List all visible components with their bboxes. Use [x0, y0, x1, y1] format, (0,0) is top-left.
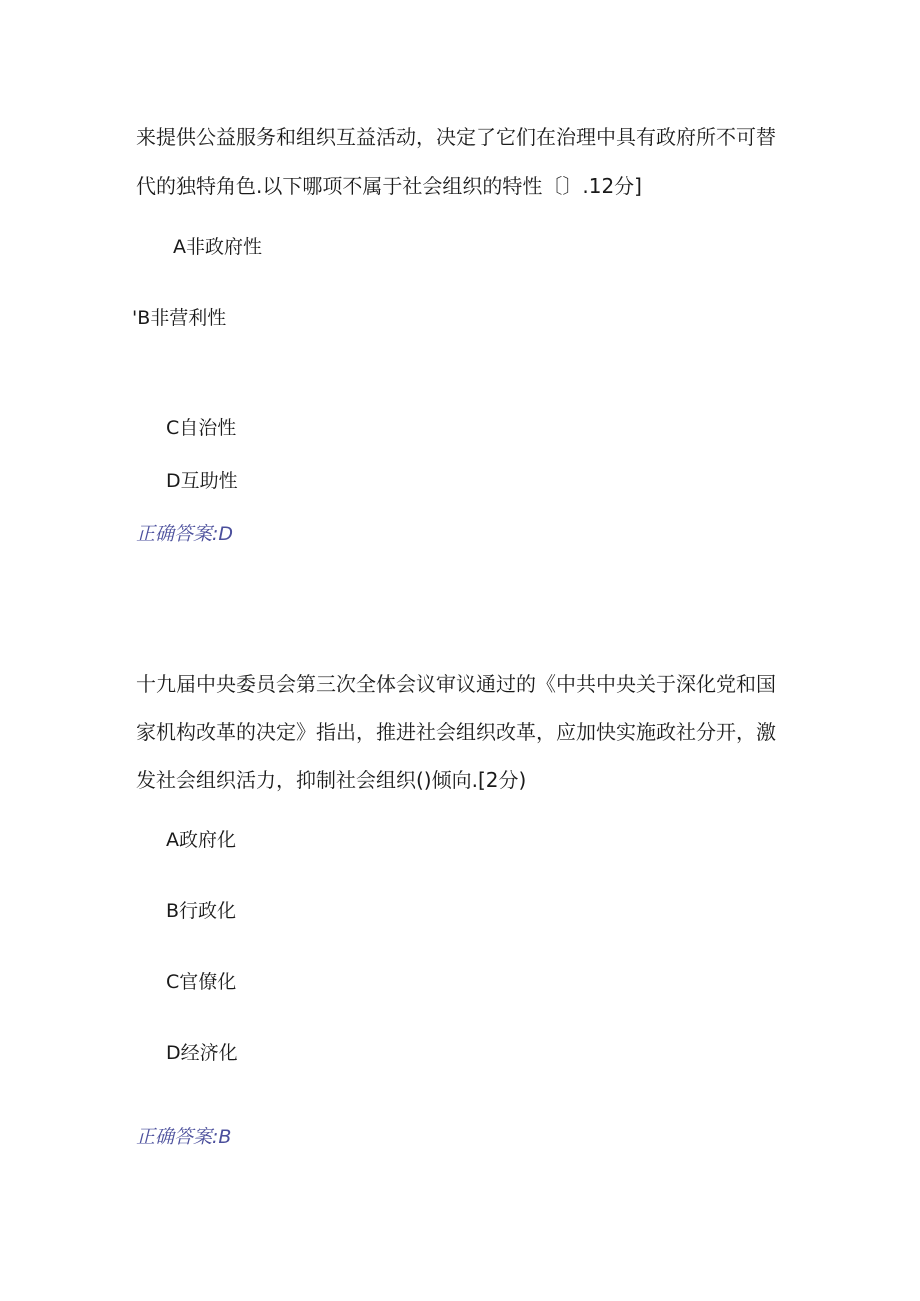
option-b: B行政化: [166, 900, 237, 922]
question-text-line: 家机构改革的决定》指出，推进社会组织改革，应加快实施政社分开，激: [136, 720, 776, 744]
question-text-line: 十九届中央委员会第三次全体会议审议通过的《中共中央关于深化党和国: [136, 672, 776, 696]
correct-answer: 正确答案:D: [136, 523, 234, 545]
option-a: A政府化: [166, 829, 236, 851]
option-c: C自治性: [166, 417, 237, 439]
option-a: A非政府性: [173, 236, 262, 258]
option-c: C官僚化: [166, 971, 237, 993]
option-d: D经济化: [166, 1042, 238, 1064]
option-b: 'B非营利性: [132, 307, 227, 329]
question-text-line: 代的独特角色.以下哪项不属于社会组织的特性〔〕.12分]: [136, 174, 642, 198]
option-d: D互助性: [166, 470, 238, 492]
question-text-line: 来提供公益服务和组织互益活动，决定了它们在治理中具有政府所不可替: [136, 125, 776, 149]
correct-answer: 正确答案:B: [136, 1126, 232, 1148]
question-text-line: 发社会组织活力，抑制社会组织()倾向.[2分): [136, 768, 527, 792]
